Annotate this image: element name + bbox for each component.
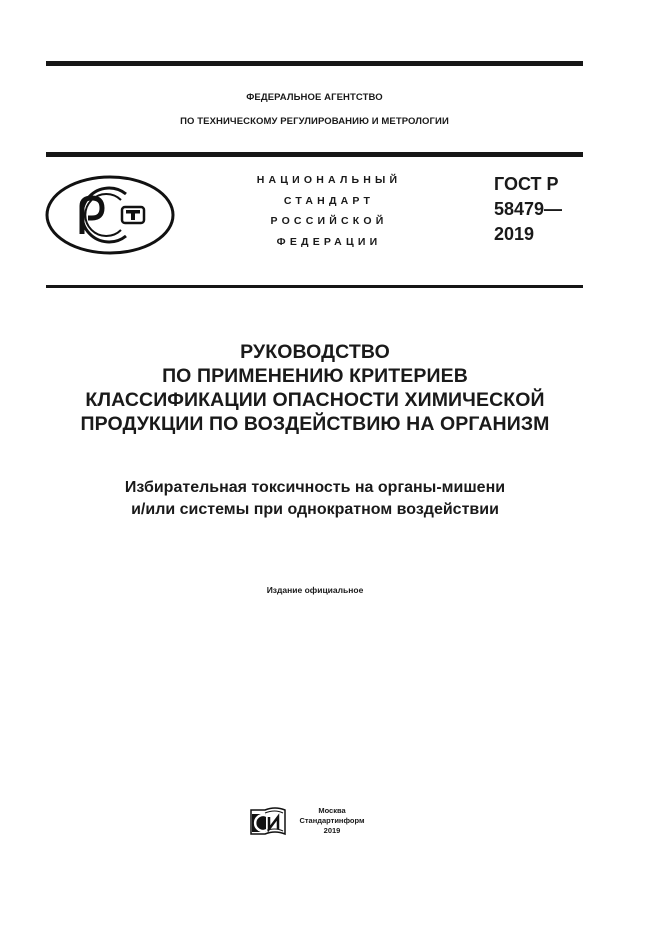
- document-subtitle: [30, 477, 600, 521]
- publisher-city: Москва: [318, 806, 346, 815]
- agency-name-line-2: ПО ТЕХНИЧЕСКОМУ РЕГУЛИРОВАНИЮ И МЕТРОЛОГИИ: [180, 116, 449, 127]
- title-line-1: РУКОВОДСТВО: [240, 341, 390, 363]
- agency-name-line-1: ФЕДЕРАЛЬНОЕ АГЕНТСТВО: [246, 92, 383, 103]
- header-bottom-rule: [46, 285, 583, 288]
- document-title: [30, 340, 600, 436]
- national-standard-line-4: ФЕДЕРАЦИИ: [276, 235, 382, 248]
- designation-line-1: ГОСТ Р: [494, 174, 559, 194]
- title-line-4: ПРОДУКЦИИ ПО ВОЗДЕЙСТВИЮ НА ОРГАНИЗМ: [80, 413, 550, 435]
- top-rule: [46, 61, 583, 66]
- national-standard-line-2: СТАНДАРТ: [283, 194, 375, 207]
- national-standard-label: [238, 170, 420, 252]
- national-standard-line-3: РОССИЙСКОЙ: [270, 215, 388, 227]
- subtitle-line-1: Избирательная токсичность на органы-мишени: [124, 479, 506, 496]
- publisher-info: [294, 806, 370, 836]
- standard-designation: [494, 172, 562, 247]
- designation-line-2: 58479—: [494, 199, 563, 219]
- publisher-year: 2019: [323, 826, 341, 835]
- rst-certification-mark-icon: [44, 174, 176, 256]
- standartinform-logo-icon: [249, 806, 287, 838]
- designation-line-3: 2019: [494, 224, 535, 244]
- title-line-2: ПО ПРИМЕНЕНИЮ КРИТЕРИЕВ: [162, 365, 468, 387]
- title-line-3: КЛАССИФИКАЦИИ ОПАСНОСТИ ХИМИЧЕСКОЙ: [85, 389, 545, 411]
- national-standard-line-1: НАЦИОНАЛЬНЫЙ: [256, 174, 402, 186]
- subtitle-line-2: и/или системы при однократном воздействии: [131, 501, 499, 518]
- header-rule: [46, 152, 583, 157]
- publisher-name: Стандартинформ: [299, 816, 365, 825]
- edition-label: Издание официальное: [266, 585, 364, 595]
